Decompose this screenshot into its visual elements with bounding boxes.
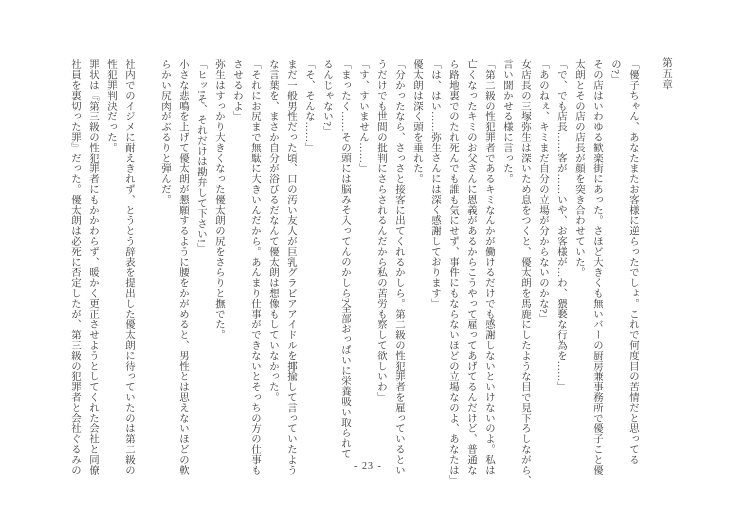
text-line: 社内でのイジメに耐えきれず、とうとう辞表を提出した優太朗に待っていたのは第二級の <box>123 59 134 475</box>
text-line: 「あのねぇ、キミまだ自分の立場が分からないのかな?」 <box>537 59 548 324</box>
text-line: 小さな悲鳴を上げて優太朗が懇願するように腰をかがめると、男性とは思えないほどの軟 <box>177 59 188 475</box>
text-line: まだ一般男性だった頃、口の汚い友人が巨乳グラビアアイドルを揶揄して言っていたよう <box>285 59 296 475</box>
text-line: るんじゃない?」 <box>321 59 332 137</box>
text-line: させるわよ」 <box>231 59 242 122</box>
text-line: 亡くなったキミのお父さんに恩義があるからこうやって雇ってあげてるんだけど、普通な <box>465 59 476 475</box>
chapter-heading: 第五章 <box>661 57 672 90</box>
text-line: の?」 <box>609 59 620 85</box>
text-line: 「す、すいません……」 <box>357 59 368 174</box>
text-line: 言い聞かせる様に言った。 <box>501 59 512 184</box>
text-line: 「ヒッ!そ、それだけは勘弁して下さい!」 <box>195 59 206 254</box>
text-line: 「で、でも店長……客が……いや、お客様が…わ、猥褻な行為を……」 <box>555 59 566 392</box>
text-line: 「優子ちゃん、あなたまたお客様に逆らったでしょ。これで何度目の苦情だと思ってる <box>627 59 638 465</box>
text-line: 「第二級の性犯罪者であるキミなんかが働けるだけでも感謝しないといけないのよ。私は <box>483 59 494 475</box>
text-line: な言葉を、まさか自分が浴びるだなんて優太朗は想像もしていなかった。 <box>267 59 278 403</box>
text-line: 「そ、そんな……」 <box>303 59 314 153</box>
text-line: 社員を裏切った罪』だった。優太朗は必死に否定したが、第三級の犯罪者と会社ぐるみの <box>69 59 80 475</box>
text-line: その店はいわゆる歓楽街にあった。さほど大きくも無いバーの厨房兼事務所で優子こと優 <box>591 59 602 475</box>
text-line: 「分かったなら、さっさと接客に出てくれるかしら。第二級の性犯罪者を雇っているとい <box>393 59 404 475</box>
text-line: 「まったく……その頭には脳みそ入ってんのかしら?全部おっぱいに栄養吸い取られて <box>339 59 350 459</box>
text-line <box>137 59 155 491</box>
text-line: 太朗とその店の店長が顔を突き合わせていた。 <box>573 59 584 278</box>
page-number: - 23 - <box>354 461 382 472</box>
text-line: 性犯罪判決だった。 <box>105 59 116 153</box>
text-line: 「は、はい……弥生さんには深く感謝しております」 <box>429 59 440 309</box>
text-line: ら路地裏でのたれ死んでも誰も気にせず、事件にもならないほどの立場なのよ、あなたは」 <box>447 59 458 486</box>
text-line: 「それにお尻まで無駄に大きいんだから。あんまり仕事ができないとそっちの方の仕事も <box>249 59 260 475</box>
text-line: らかい尻肉がぶるりと弾んだ。 <box>159 59 170 205</box>
text-line: 優太朗は深く頭を垂れた。 <box>411 59 422 184</box>
text-line: 弥生はすっかり大きくなった優太朗の尻をさらりと撫でた。 <box>213 59 224 340</box>
text-line: 罪状は『第三級の性犯罪者にもかかわらず、暖かく更正させようとしてくれた会社と同僚 <box>87 59 98 475</box>
body-text <box>65 59 641 491</box>
text-line: うだけでも世間の批判にさらされるんだから私の苦労も察して欲しいわ」 <box>375 59 386 403</box>
text-line: 女店長の三塚弥生は深いため息をつくと、優太朗を馬鹿にしたような目で見下ろしながら、 <box>519 59 530 486</box>
